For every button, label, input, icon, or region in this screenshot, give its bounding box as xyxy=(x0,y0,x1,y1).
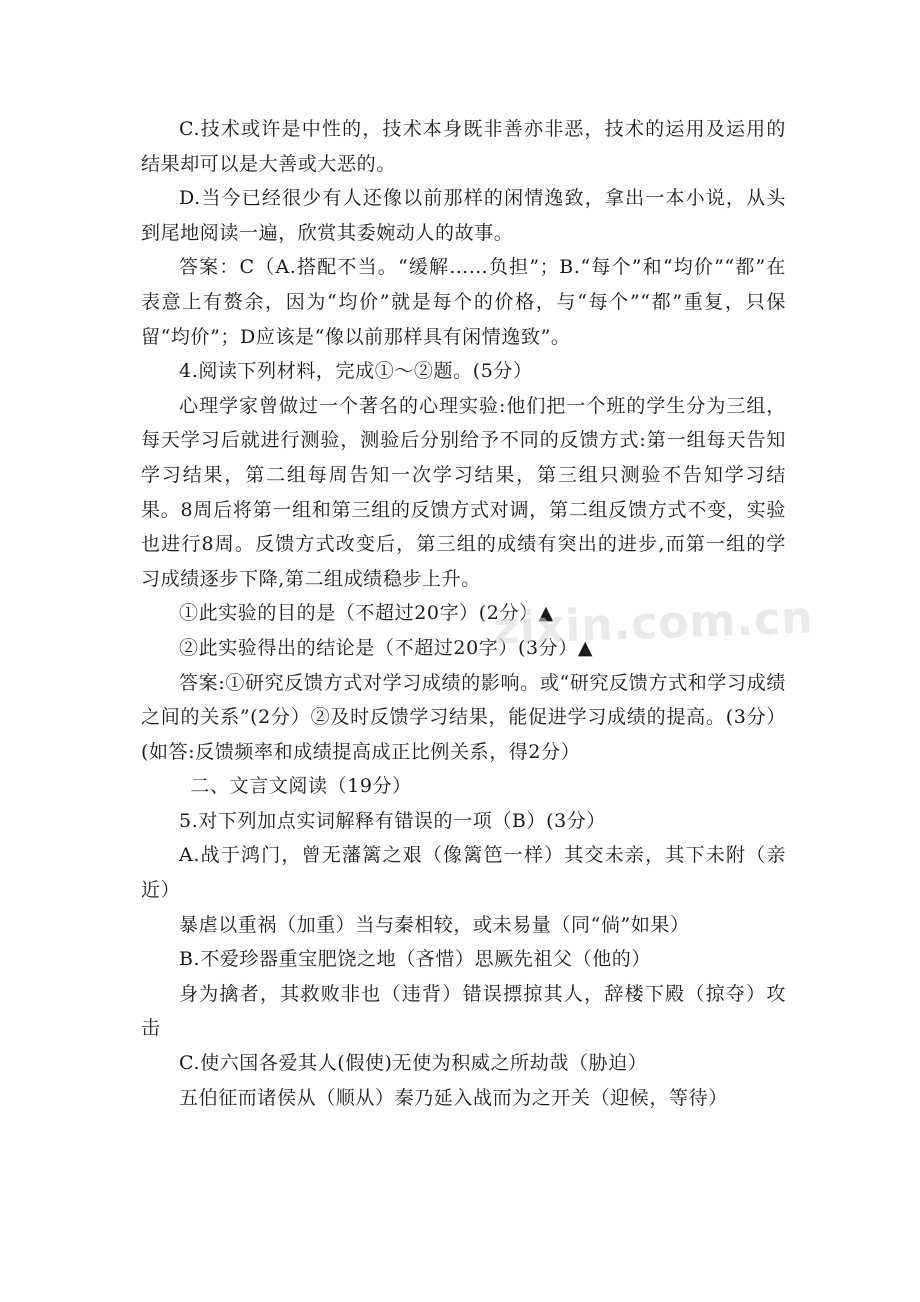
option-c-paragraph: C.技术或许是中性的，技术本身既非善亦非恶，技术的运用及运用的结果却可以是大善或大恶的。 xyxy=(141,118,786,175)
site-watermark: zixin.com.cn xyxy=(492,592,815,655)
option-5a-line-1: A.战于鸿门，曾无藩篱之艰（像篱笆一样）其交未亲，其下未附（亲近） xyxy=(141,844,786,902)
option-5c-line-2: 五伯征而诸侯从（顺从）秦乃延入战而为之开关（迎候，等待） xyxy=(179,1086,728,1109)
option-5b-line-1: B.不爱珍器重宝肥饶之地（吝惜）思厥先祖父（他的） xyxy=(179,948,652,971)
question-5-heading: 5.对下列加点实词解释有错误的一项（B）(3分） xyxy=(179,809,606,832)
answer-paragraph: 答案：C（A.搭配不当。“缓解……负担”；B.“每个”和“均价”“都”在表意上有赘余，因为“均价”就是每个的价格，与“每个”“都”重复，只保留“均价”；D应该是“像以前那样具有闲情逸致”。 xyxy=(141,256,786,348)
option-5b-line-2: 身为擒者，其救败非也（违背）错误摽掠其人，辞楼下殿（掠夺）攻击 xyxy=(141,982,786,1040)
question-4-heading: 4.阅读下列材料，完成①～②题。(5分） xyxy=(179,360,533,383)
answer-4-paragraph: 答案:①研究反馈方式对学习成绩的影响。或“研究反馈方式和学习成绩之间的关系”(2分）②及时反馈学习结果，能促进学习成绩的提高。(3分）(如答:反馈频率和成绩提高成正比例关系，得2分） xyxy=(141,671,786,763)
document-body xyxy=(141,112,786,1115)
section-heading-classical-chinese: 二、文言文阅读（19分） xyxy=(190,775,412,798)
sub-question-2: ②此实验得出的结论是（不超过20字）(3分）▲ xyxy=(179,636,594,659)
sub-question-1: ①此实验的目的是（不超过20字）(2分）▲ xyxy=(179,602,554,625)
option-d-paragraph: D.当今已经很少有人还像以前那样的闲情逸致，拿出一本小说，从头到尾地阅读一遍，欣赏其委婉动人的故事。 xyxy=(141,187,786,244)
option-5c-line-1: C.使六国各爱其人(假使)无使为积威之所劫哉（胁迫） xyxy=(179,1052,648,1075)
reading-material-paragraph: 心理学家曾做过一个著名的心理实验:他们把一个班的学生分为三组，每天学习后就进行测验，测验后分别给予不同的反馈方式:第一组每天告知学习结果，第二组每周告知一次学习结果，第三组只测验不告知学习结果。8周后将第一组和第三组的反馈方式对调，第二组反馈方式不变，实验也进行8周。反馈方式改变后，第三组的成绩有突出的进步,而第一组的学习成绩逐步下降,第二组成绩稳步上升。 xyxy=(141,394,786,590)
option-5a-line-2: 暴虐以重祸（加重）当与秦相较，或未易量（同“倘”如果） xyxy=(179,913,690,936)
